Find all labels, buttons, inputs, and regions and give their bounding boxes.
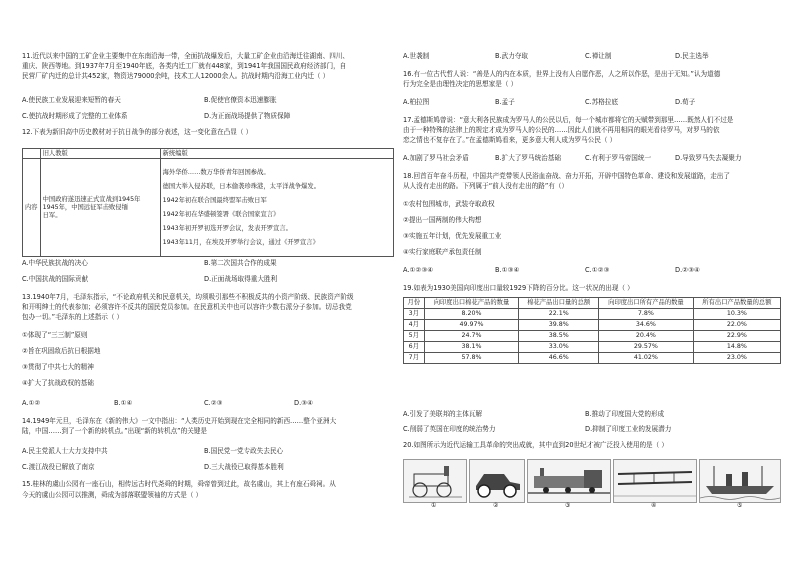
q19-cell: 7月 xyxy=(404,353,425,364)
q18-item: ①农村包围城市，武装夺取政权 xyxy=(403,200,495,208)
table-row xyxy=(404,342,781,353)
q17-option-a[interactable]: A.加剧了罗马社会矛盾 xyxy=(403,154,469,162)
q19-option-d[interactable]: D.抑制了印度工业的发展潜力 xyxy=(585,425,672,433)
q19-option-a[interactable]: A.引发了美联邦的主体瓦解 xyxy=(403,410,483,418)
picture-label: ② xyxy=(493,502,499,509)
q19-cell: 34.6% xyxy=(599,320,694,331)
q11-line: 11.近代以来中国的工矿企业主要集中在东南沿海一带，全面抗战爆发后，大量工矿企业由沿海迁往湖南、四川、 xyxy=(22,52,349,60)
q12-table xyxy=(22,148,394,257)
q19-cell: 24.7% xyxy=(424,331,519,342)
q14-option-d[interactable]: D.三大战役已取得基本胜利 xyxy=(204,463,284,471)
q12-new-line: 1942年初在联合国最终盟军击败日军 xyxy=(162,196,267,204)
q16-option-c[interactable]: C.苏格拉底 xyxy=(585,98,619,106)
q17-option-b[interactable]: B.扩大了罗马统治基础 xyxy=(495,154,561,162)
q12-old-line: 1945年，中国远征军击败侵缅 xyxy=(42,203,128,211)
q12-old-line: 日军。 xyxy=(42,211,62,219)
q19-cell: 39.8% xyxy=(519,320,599,331)
left-column xyxy=(22,0,402,562)
airplane-picture xyxy=(613,459,697,503)
q14-option-a[interactable]: A.民主党派人士大力支持中共 xyxy=(22,447,108,455)
q11-line: 重庆、陕西等地。到1937年7月至1940年底，各类内迁工厂就有448家，到1941年我国国民政府经济部门，自 xyxy=(22,62,347,70)
q18-item: ②提出一国两制的伟大构想 xyxy=(403,216,482,224)
q19-cell: 5月 xyxy=(404,331,425,342)
q19-cell: 6月 xyxy=(404,342,425,353)
q19-cell: 10.3% xyxy=(693,309,780,320)
q16-option-a[interactable]: A.柏拉图 xyxy=(403,98,430,106)
q19-cell: 14.8% xyxy=(693,342,780,353)
q17-line: 由于一种特殊的法律上的规定才成为罗马人的公民的……因此人们就不再用相同的眼光看待罗马，对罗马的依 xyxy=(403,126,720,134)
q19-cell: 4月 xyxy=(404,320,425,331)
q12-new-cell xyxy=(160,159,393,257)
q12-option-c[interactable]: C.中国抗战的国际贡献 xyxy=(22,275,89,283)
q19-cell: 49.97% xyxy=(424,320,519,331)
q19-cell: 38.1% xyxy=(424,342,519,353)
q19-cell: 8.20% xyxy=(424,309,519,320)
q16-line: 16.有一位古代哲人说：“善是人的内在本质，世界上没有人自愿作恶，人之所以作恶，是出于无知。”认为道德 xyxy=(403,70,721,78)
q19-header: 向印度出口棉花产品的数量 xyxy=(424,298,519,309)
q19-cell: 46.6% xyxy=(519,353,599,364)
q13-option-b[interactable]: B.①④ xyxy=(114,399,133,407)
q11-option-a[interactable]: A.使民族工业发展迎来短暂的春天 xyxy=(22,96,121,104)
q12-stem: 12.下表为新旧高中历史教材对于抗日战争的部分表述，这一变化意在凸显（ ） xyxy=(22,128,253,136)
q14-line: 陆，中国……到了一个新的转机点。”出现“新的转机点”的关键是 xyxy=(22,427,207,435)
q14-option-c[interactable]: C.渡江战役已解放了南京 xyxy=(22,463,95,471)
q20-stem: 20.如图所示为近代运输工具革命的突出成就，其中直到20世纪才被广泛投入使用的是（ ） xyxy=(403,441,668,449)
q12-old-line: 中国政府遂迅速正式宣战到1945年 xyxy=(42,195,141,203)
q12-header-old: 旧人教版 xyxy=(40,149,160,159)
q13-line: 和开明绅士的代表参加；必须容许不反共的国民党员参加。在民意机关中也可以容许少数右派分子参加。切忌我党 xyxy=(22,303,352,311)
q15-option-b[interactable]: B.武力夺取 xyxy=(495,52,528,60)
q18-option-a[interactable]: A.①②③④ xyxy=(403,266,434,274)
q15-option-c[interactable]: C.禅让制 xyxy=(585,52,612,60)
q13-item: ②旨在巩固敌后抗日根据地 xyxy=(22,347,101,355)
right-column xyxy=(403,0,783,562)
q15-line: 15.桂林的虞山公园有一座石山，相传远古时代尧舜的时期，舜帝曾到过此，故名虞山，其上有座石舜祠。从 xyxy=(22,480,336,488)
q18-item: ④实行家庭联产承包责任制 xyxy=(403,248,482,256)
q19-option-c[interactable]: C.削弱了英国在印度的统治势力 xyxy=(403,425,496,433)
q19-header: 向印度出口所有产品的数量 xyxy=(599,298,694,309)
q12-header-new: 新统编版 xyxy=(160,149,393,159)
q19-cell: 41.02% xyxy=(599,353,694,364)
q11-option-b[interactable]: B.促使官僚资本迅速膨胀 xyxy=(204,96,277,104)
q19-cell: 22.9% xyxy=(693,331,780,342)
q14-option-b[interactable]: B.国民党一党专政失去民心 xyxy=(204,447,284,455)
q17-option-d[interactable]: D.导致罗马失去凝聚力 xyxy=(675,154,742,162)
q13-line: 13.1940年7月，毛泽东指示，“不论政府机关和民意机关，均须吸引那些不积极反共的小资产阶级、民族资产阶级 xyxy=(22,293,354,301)
steamship-picture xyxy=(699,459,781,503)
picture-label: ⑤ xyxy=(737,502,743,509)
q19-cell: 29.57% xyxy=(599,342,694,353)
q14-line: 14.1949年元旦，毛泽东在《新的伟大》一文中指出：“人类历史开始到现在完全相同的新西……整个亚洲大 xyxy=(22,417,337,425)
train-picture xyxy=(527,459,611,503)
q12-new-line: 海外华侨……数万华侨青年回国参战。 xyxy=(162,168,270,176)
q15-line: 今天的虞山公园可以推测，舜成为部落联盟领袖的方式是（ ） xyxy=(22,491,203,499)
q17-option-c[interactable]: C.有利于罗马帝国统一 xyxy=(585,154,652,162)
q17-line: 恋之情也不复存在了。”在孟德斯鸠看来，更多意大利人成为罗马公民（ ） xyxy=(403,136,617,144)
q19-cell: 20.4% xyxy=(599,331,694,342)
q13-item: ①体现了“三三制”原则 xyxy=(22,331,88,339)
q19-cell: 33.0% xyxy=(519,342,599,353)
q13-item: ③贯彻了中共七大的精神 xyxy=(22,363,94,371)
q16-option-d[interactable]: D.荀子 xyxy=(675,98,696,106)
q19-cell: 38.5% xyxy=(519,331,599,342)
picture-label: ④ xyxy=(651,502,657,509)
q13-line: 包办一切。”毛泽东的上述指示（ ） xyxy=(22,313,124,321)
q19-cell: 7.8% xyxy=(599,309,694,320)
q13-option-c[interactable]: C.②③ xyxy=(204,399,223,407)
q16-option-b[interactable]: B.孟子 xyxy=(495,98,515,106)
picture-label: ① xyxy=(431,502,437,509)
q12-new-line: 1943年初开罗初选开罗会议，发表开罗宣言。 xyxy=(162,224,292,232)
q16-line: 行为完全是由理性决定的思想家是（ ） xyxy=(403,80,518,88)
q11-option-d[interactable]: D.为正面战场提供了物质保障 xyxy=(204,112,291,120)
q13-item: ④扩大了抗战政权的基础 xyxy=(22,379,94,387)
q19-cell: 57.8% xyxy=(424,353,519,364)
q19-table xyxy=(403,297,781,364)
q19-cell: 22.0% xyxy=(693,320,780,331)
q18-item: ③实施五年计划，优先发展重工业 xyxy=(403,232,502,240)
table-row xyxy=(404,353,781,364)
q13-option-a[interactable]: A.①② xyxy=(22,399,41,407)
q15-option-a[interactable]: A.世袭制 xyxy=(403,52,430,60)
steam-carriage-picture xyxy=(403,459,467,503)
automobile-picture xyxy=(469,459,525,503)
q12-option-a[interactable]: A.中华民族抗战的决心 xyxy=(22,259,88,267)
q18-option-c[interactable]: C.①②③ xyxy=(585,266,610,274)
q12-option-d[interactable]: D.正面战场取得重大胜利 xyxy=(204,275,278,283)
picture-label: ③ xyxy=(565,502,571,509)
q12-new-line: 德国大举入侵苏联，日本偷袭珍珠港，太平洋战争爆发。 xyxy=(162,182,321,190)
q15-option-d[interactable]: D.民主选举 xyxy=(675,52,709,60)
q19-option-b[interactable]: B.推动了印度国大党的形成 xyxy=(585,410,665,418)
q19-cell: 23.0% xyxy=(693,353,780,364)
q12-side-label: 内容 xyxy=(23,159,41,257)
q19-header: 所有出口产品数量的总额 xyxy=(693,298,780,309)
q12-option-b[interactable]: B.第二次国共合作的成果 xyxy=(204,259,277,267)
q19-stem: 19.如表为1930美国向印度出口量较1929下降的百分比。这一状况的出现（ ） xyxy=(403,284,634,292)
q19-cell: 22.1% xyxy=(519,309,599,320)
q19-cell: 3月 xyxy=(404,309,425,320)
table-row xyxy=(404,309,781,320)
q13-option-d[interactable]: D.③④ xyxy=(294,399,313,407)
q18-line: 18.回首百年奋斗历程，中国共产党带领人民浴血奋战、奋力开拓，开辟中国特色革命、建设和发展道路，走出了 xyxy=(403,172,730,180)
table-row xyxy=(404,320,781,331)
q19-header: 棉花产品出口量的总额 xyxy=(519,298,599,309)
table-row xyxy=(404,331,781,342)
q12-new-line: 1943年11月，在埃及开罗举行会议，通过《开罗宣言》 xyxy=(162,238,319,246)
q12-new-line: 1942年初在华盛顿签署《联合国家宣言》 xyxy=(162,210,280,218)
q18-option-b[interactable]: B.①③④ xyxy=(495,266,520,274)
q12-old-cell xyxy=(40,159,160,257)
q17-line: 17.孟德斯鸠曾说：“意大利各民族成为罗马人的公民以后，每一个城市都将它的天赋带到那里……既然人们不过是 xyxy=(403,116,734,124)
q18-line: 从人没有走出的路。下列属于“前人没有走出的路”有（） xyxy=(403,182,569,190)
q19-header: 月份 xyxy=(404,298,425,309)
q11-line: 民营厂矿内迁的总计共452家，物资达79000余吨，技术工人12000余人。抗战时期内沿海工业内迁（ ） xyxy=(22,72,330,80)
q11-option-c[interactable]: C.使抗战时期形成了完整的工业体系 xyxy=(22,112,128,120)
q18-option-d[interactable]: D.②③④ xyxy=(675,266,700,274)
